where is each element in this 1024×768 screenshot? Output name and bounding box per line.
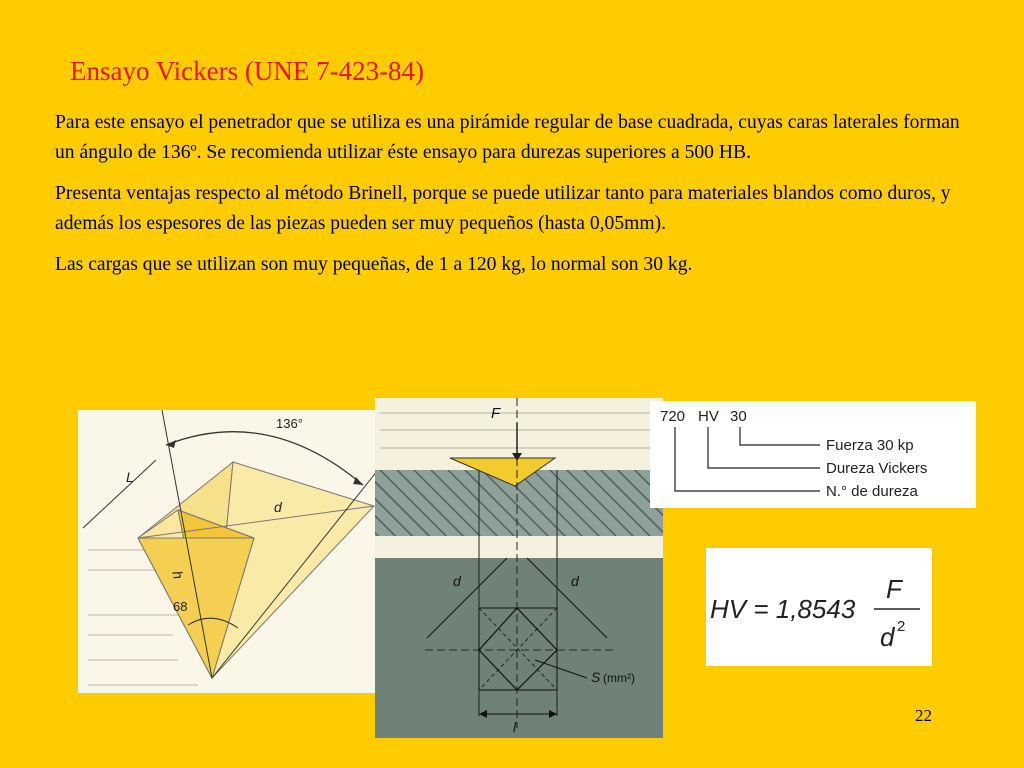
hardness-value: 720	[660, 408, 686, 425]
slide-title: Ensayo Vickers (UNE 7-423-84)	[70, 56, 425, 86]
paragraph-3: Las cargas que se utilizan son muy pequeñas, de 1 a 120 kg, lo normal son 30 kg.	[55, 254, 693, 275]
formula-numerator: F	[886, 574, 902, 604]
paragraph-1: Para este ensayo el penetrador que se utiliza es una pirámide regular de base cuadrada, cuyas caras laterales forman un ángulo de 136º. Se recomienda utilizar éste ensayo para durezas superiores a 500 HB.	[55, 112, 960, 163]
angle-136-label: 136°	[276, 416, 303, 431]
d-left-label: d	[453, 573, 461, 589]
page-number: 22	[915, 706, 932, 725]
pyramid-diagram	[78, 410, 378, 693]
l-label: l	[513, 719, 517, 735]
indentation-diagram	[375, 398, 663, 738]
formula-diagram	[706, 548, 932, 666]
pyramid-figure	[78, 410, 378, 693]
hv-symbol: HV	[698, 408, 719, 425]
indentation-figure	[375, 398, 663, 738]
formula-figure	[706, 548, 932, 666]
legend-vickers: Dureza Vickers	[826, 460, 928, 477]
L-label: L	[126, 469, 134, 485]
d-label: d	[274, 499, 282, 515]
h-label: h	[169, 569, 187, 581]
angle-68-label: 68	[173, 599, 188, 614]
formula-denominator: d	[880, 622, 895, 652]
slide-body	[55, 108, 970, 291]
paragraph-2: Presenta ventajas respecto al método Brinell, porque se puede utilizar tanto para materiales blandos como duros, y además los espesores de las piezas pueden ser muy pequeños (hasta 0,05mm).	[55, 183, 951, 234]
legend-force: Fuerza 30 kp	[826, 437, 914, 454]
S-unit-label: (mm²)	[603, 671, 635, 685]
formula-lhs: HV = 1,8543	[710, 594, 856, 624]
legend-hardness-number: N.° de dureza	[826, 483, 918, 500]
force-value: 30	[730, 408, 747, 425]
S-label: S	[591, 669, 601, 685]
d-right-label: d	[571, 573, 579, 589]
formula-exponent: 2	[897, 618, 906, 635]
notation-diagram	[650, 401, 976, 508]
notation-figure	[650, 401, 976, 508]
F-label: F	[491, 405, 501, 422]
